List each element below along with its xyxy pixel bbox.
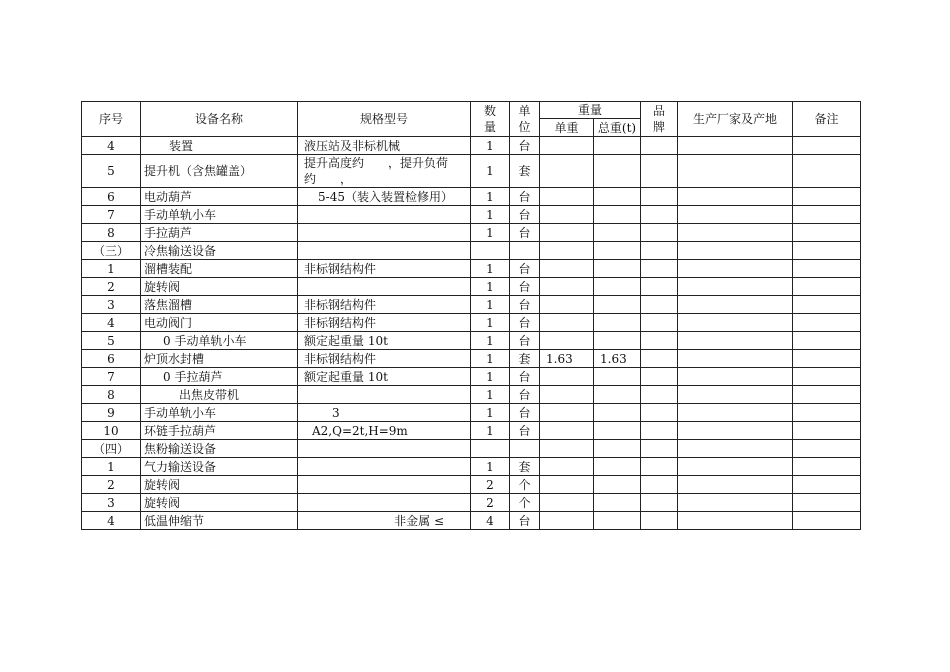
cell-seq: 8 [82,386,141,404]
cell-unit-weight [540,188,594,206]
cell-unit: 台 [510,512,540,530]
cell-unit-weight [540,458,594,476]
cell-spec: A2,Q=2t,H=9m [298,422,471,440]
cell-name: 提升机（含焦罐盖） [141,155,298,188]
cell-unit-weight [540,512,594,530]
cell-note [793,278,861,296]
cell-seq: 6 [82,188,141,206]
table-row [82,278,861,296]
cell-spec: 非标钢结构件 [298,260,471,278]
cell-total-weight [594,242,641,260]
cell-maker [678,386,793,404]
cell-maker [678,188,793,206]
header-brand [641,102,678,137]
cell-brand [641,224,678,242]
cell-note [793,155,861,188]
cell-brand [641,458,678,476]
cell-total-weight [594,422,641,440]
table-row [82,494,861,512]
cell-unit-weight [540,137,594,155]
cell-maker [678,137,793,155]
cell-seq: 10 [82,422,141,440]
cell-name: 焦粉输送设备 [141,440,298,458]
cell-qty: 1 [471,155,510,188]
cell-unit: 套 [510,458,540,476]
cell-unit [510,440,540,458]
cell-unit-weight [540,296,594,314]
cell-name: 0 手动单轨小车 [141,332,298,350]
cell-total-weight [594,260,641,278]
cell-name: 0 手拉葫芦 [141,368,298,386]
cell-unit-weight [540,494,594,512]
cell-note [793,188,861,206]
cell-qty [471,440,510,458]
cell-total-weight [594,296,641,314]
table-row [82,332,861,350]
section-row [82,440,861,458]
cell-qty: 1 [471,458,510,476]
cell-seq: 2 [82,278,141,296]
cell-name: 旋转阀 [141,476,298,494]
cell-maker [678,242,793,260]
cell-name: 出焦皮带机 [141,386,298,404]
cell-maker [678,422,793,440]
cell-brand [641,188,678,206]
cell-brand [641,206,678,224]
cell-spec: 非金属 ≤ [298,512,471,530]
cell-qty: 1 [471,206,510,224]
cell-qty: 1 [471,260,510,278]
cell-name: 炉顶水封槽 [141,350,298,368]
cell-unit-weight [540,155,594,188]
table-row [82,137,861,155]
cell-note [793,242,861,260]
cell-maker [678,278,793,296]
cell-spec: 提升高度约 ，提升负荷约 ， [298,155,471,188]
cell-note [793,332,861,350]
table-row [82,188,861,206]
cell-total-weight [594,155,641,188]
cell-unit-weight [540,206,594,224]
cell-seq: 8 [82,224,141,242]
cell-spec: 3 [298,404,471,422]
cell-note [793,296,861,314]
table-row [82,476,861,494]
cell-brand [641,440,678,458]
table-row [82,155,861,188]
cell-maker [678,494,793,512]
cell-name: 落焦溜槽 [141,296,298,314]
cell-note [793,386,861,404]
cell-spec: 液压站及非标机械 [298,137,471,155]
cell-seq: 4 [82,512,141,530]
cell-unit: 台 [510,278,540,296]
table-row [82,422,861,440]
cell-seq: 3 [82,494,141,512]
cell-brand [641,332,678,350]
cell-unit-weight [540,224,594,242]
cell-qty: 1 [471,224,510,242]
table-row [82,350,861,368]
table-row [82,512,861,530]
cell-unit: 台 [510,404,540,422]
cell-seq: （四） [82,440,141,458]
cell-total-weight [594,404,641,422]
cell-maker [678,368,793,386]
cell-maker [678,206,793,224]
cell-qty: 1 [471,188,510,206]
cell-maker [678,155,793,188]
cell-total-weight [594,458,641,476]
cell-maker [678,260,793,278]
cell-total-weight [594,206,641,224]
cell-qty: 1 [471,314,510,332]
cell-qty: 4 [471,512,510,530]
cell-brand [641,137,678,155]
cell-qty: 1 [471,368,510,386]
cell-name: 手动单轨小车 [141,404,298,422]
cell-seq: 6 [82,350,141,368]
cell-name: 旋转阀 [141,494,298,512]
cell-seq: 4 [82,137,141,155]
cell-spec [298,494,471,512]
cell-note [793,440,861,458]
cell-spec [298,440,471,458]
cell-total-weight [594,512,641,530]
cell-total-weight [594,314,641,332]
cell-brand [641,404,678,422]
table-row [82,260,861,278]
cell-note [793,314,861,332]
cell-maker [678,512,793,530]
header-weight: 重量 [540,102,641,119]
cell-qty: 1 [471,350,510,368]
cell-brand [641,512,678,530]
cell-brand [641,476,678,494]
header-unit [510,102,540,137]
cell-spec [298,278,471,296]
cell-spec: 非标钢结构件 [298,350,471,368]
cell-seq: 7 [82,206,141,224]
cell-unit: 台 [510,137,540,155]
cell-seq: 1 [82,260,141,278]
equipment-table [81,101,861,530]
cell-unit-weight: 1.63 [540,350,594,368]
cell-qty: 2 [471,494,510,512]
cell-unit: 套 [510,350,540,368]
cell-note [793,224,861,242]
table-row [82,296,861,314]
cell-unit: 台 [510,422,540,440]
cell-seq: 1 [82,458,141,476]
cell-unit-weight [540,422,594,440]
cell-brand [641,422,678,440]
table-row [82,224,861,242]
cell-maker [678,296,793,314]
cell-unit-weight [540,404,594,422]
cell-name: 手拉葫芦 [141,224,298,242]
cell-total-weight [594,494,641,512]
cell-total-weight [594,278,641,296]
cell-unit: 台 [510,314,540,332]
cell-unit-weight [540,440,594,458]
table-row [82,368,861,386]
cell-note [793,458,861,476]
cell-brand [641,278,678,296]
cell-unit: 台 [510,224,540,242]
cell-qty: 1 [471,296,510,314]
header-qty-text: 数量 [483,104,496,134]
table-row [82,386,861,404]
cell-brand [641,350,678,368]
cell-name: 溜槽装配 [141,260,298,278]
cell-brand [641,260,678,278]
cell-unit-weight [540,386,594,404]
cell-spec [298,386,471,404]
cell-maker [678,314,793,332]
cell-spec: 非标钢结构件 [298,296,471,314]
cell-unit-weight [540,260,594,278]
cell-seq: 2 [82,476,141,494]
cell-unit: 个 [510,494,540,512]
cell-maker [678,440,793,458]
cell-unit: 台 [510,206,540,224]
cell-unit: 个 [510,476,540,494]
cell-unit: 台 [510,386,540,404]
cell-name: 低温伸缩节 [141,512,298,530]
header-seq: 序号 [82,102,141,137]
cell-spec: 额定起重量 10t [298,368,471,386]
cell-unit: 台 [510,188,540,206]
cell-note [793,404,861,422]
cell-note [793,494,861,512]
cell-brand [641,386,678,404]
cell-unit-weight [540,476,594,494]
header-unit-weight: 单重 [540,119,594,137]
cell-total-weight [594,440,641,458]
header-total-weight: 总重(t) [594,119,641,137]
cell-qty: 1 [471,404,510,422]
cell-name: 电动葫芦 [141,188,298,206]
cell-unit-weight [540,278,594,296]
cell-unit: 套 [510,155,540,188]
cell-unit: 台 [510,368,540,386]
cell-spec [298,476,471,494]
cell-spec [298,224,471,242]
cell-spec: 5-45（装入装置检修用） [298,188,471,206]
cell-qty: 1 [471,278,510,296]
cell-qty: 2 [471,476,510,494]
cell-note [793,206,861,224]
cell-spec [298,206,471,224]
cell-spec: 额定起重量 10t [298,332,471,350]
cell-brand [641,368,678,386]
header-maker: 生产厂家及产地 [678,102,793,137]
cell-unit [510,242,540,260]
cell-unit: 台 [510,296,540,314]
table-row [82,314,861,332]
cell-total-weight [594,188,641,206]
cell-maker [678,458,793,476]
cell-seq: 5 [82,332,141,350]
cell-name: 装置 [141,137,298,155]
cell-maker [678,332,793,350]
cell-total-weight: 1.63 [594,350,641,368]
cell-brand [641,242,678,260]
cell-total-weight [594,368,641,386]
cell-total-weight [594,476,641,494]
cell-brand [641,296,678,314]
cell-unit-weight [540,368,594,386]
cell-brand [641,494,678,512]
cell-unit-weight [540,332,594,350]
cell-note [793,137,861,155]
section-row [82,242,861,260]
cell-name: 手动单轨小车 [141,206,298,224]
cell-note [793,422,861,440]
cell-seq: 4 [82,314,141,332]
cell-qty: 1 [471,422,510,440]
header-qty [471,102,510,137]
table-row [82,458,861,476]
header-spec: 规格型号 [298,102,471,137]
cell-total-weight [594,224,641,242]
header-name: 设备名称 [141,102,298,137]
cell-spec [298,458,471,476]
cell-total-weight [594,137,641,155]
cell-note [793,350,861,368]
cell-total-weight [594,386,641,404]
cell-spec [298,242,471,260]
cell-maker [678,224,793,242]
cell-unit: 台 [510,260,540,278]
cell-note [793,260,861,278]
cell-seq: 7 [82,368,141,386]
cell-unit-weight [540,242,594,260]
cell-brand [641,314,678,332]
cell-qty: 1 [471,386,510,404]
table-row [82,206,861,224]
cell-qty: 1 [471,332,510,350]
header-brand-text: 品牌 [653,104,666,134]
cell-seq: （三） [82,242,141,260]
cell-qty: 1 [471,137,510,155]
cell-note [793,368,861,386]
table-row [82,404,861,422]
cell-unit: 台 [510,332,540,350]
cell-maker [678,350,793,368]
cell-note [793,476,861,494]
cell-unit-weight [540,314,594,332]
cell-spec: 非标钢结构件 [298,314,471,332]
cell-maker [678,404,793,422]
cell-seq: 3 [82,296,141,314]
cell-qty [471,242,510,260]
cell-name: 气力输送设备 [141,458,298,476]
cell-seq: 9 [82,404,141,422]
cell-brand [641,155,678,188]
cell-seq: 5 [82,155,141,188]
cell-name: 旋转阀 [141,278,298,296]
cell-name: 冷焦输送设备 [141,242,298,260]
header-unit-text: 单位 [518,104,531,134]
header-note: 备注 [793,102,861,137]
cell-name: 电动阀门 [141,314,298,332]
cell-total-weight [594,332,641,350]
cell-name: 环链手拉葫芦 [141,422,298,440]
cell-maker [678,476,793,494]
cell-note [793,512,861,530]
